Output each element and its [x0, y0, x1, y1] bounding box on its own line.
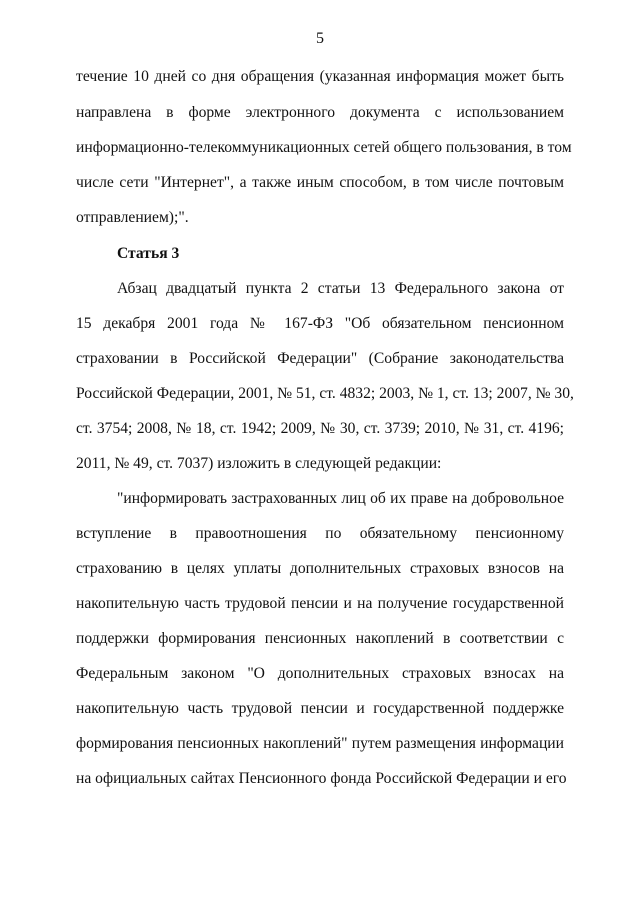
paragraph-3-line-9: на официальных сайтах Пенсионного фонда Российской Федерации и его — [76, 770, 567, 787]
paragraph-3-line-6: Федеральным законом "О дополнительных страховых взносах на — [76, 665, 564, 682]
paragraph-2-line-1: Абзац двадцатый пункта 2 статьи 13 Федерального закона от — [117, 280, 564, 297]
paragraph-3-line-1: "информировать застрахованных лиц об их праве на добровольное — [117, 490, 564, 507]
paragraph-1-line-4: числе сети "Интернет", а также иным способом, в том числе почтовым — [76, 174, 564, 191]
paragraph-3-line-8: формирования пенсионных накоплений" путем размещения информации — [76, 735, 564, 752]
paragraph-3-line-4: накопительную часть трудовой пенсии и на получение государственной — [76, 595, 564, 612]
paragraph-3-line-7: накопительную часть трудовой пенсии и государственной поддержке — [76, 700, 564, 717]
article-heading: Статья 3 — [117, 245, 180, 262]
paragraph-1-line-2: направлена в форме электронного документа с использованием — [76, 104, 564, 121]
paragraph-2-line-3: страховании в Российской Федерации" (Собрание законодательства — [76, 350, 564, 367]
paragraph-2-line-4: Российской Федерации, 2001, № 51, ст. 4832; 2003, № 1, ст. 13; 2007, № 30, — [76, 385, 574, 402]
paragraph-2-line-6: 2011, № 49, ст. 7037) изложить в следующей редакции: — [76, 455, 442, 472]
page-number: 5 — [316, 30, 324, 47]
paragraph-1-line-1: течение 10 дней со дня обращения (указанная информация может быть — [76, 68, 564, 85]
paragraph-2-line-2: 15 декабря 2001 года № 167-ФЗ "Об обязательном пенсионном — [76, 315, 564, 332]
paragraph-2-line-5: ст. 3754; 2008, № 18, ст. 1942; 2009, № 30, ст. 3739; 2010, № 31, ст. 4196; — [76, 420, 564, 437]
paragraph-1-line-5: отправлением);". — [76, 209, 189, 226]
paragraph-3-line-2: вступление в правоотношения по обязательному пенсионному — [76, 525, 564, 542]
paragraph-3-line-5: поддержки формирования пенсионных накоплений в соответствии с — [76, 630, 564, 647]
paragraph-3-line-3: страхованию в целях уплаты дополнительных страховых взносов на — [76, 560, 564, 577]
paragraph-1-line-3: информационно-телекоммуникационных сетей общего пользования, в том — [76, 139, 572, 156]
